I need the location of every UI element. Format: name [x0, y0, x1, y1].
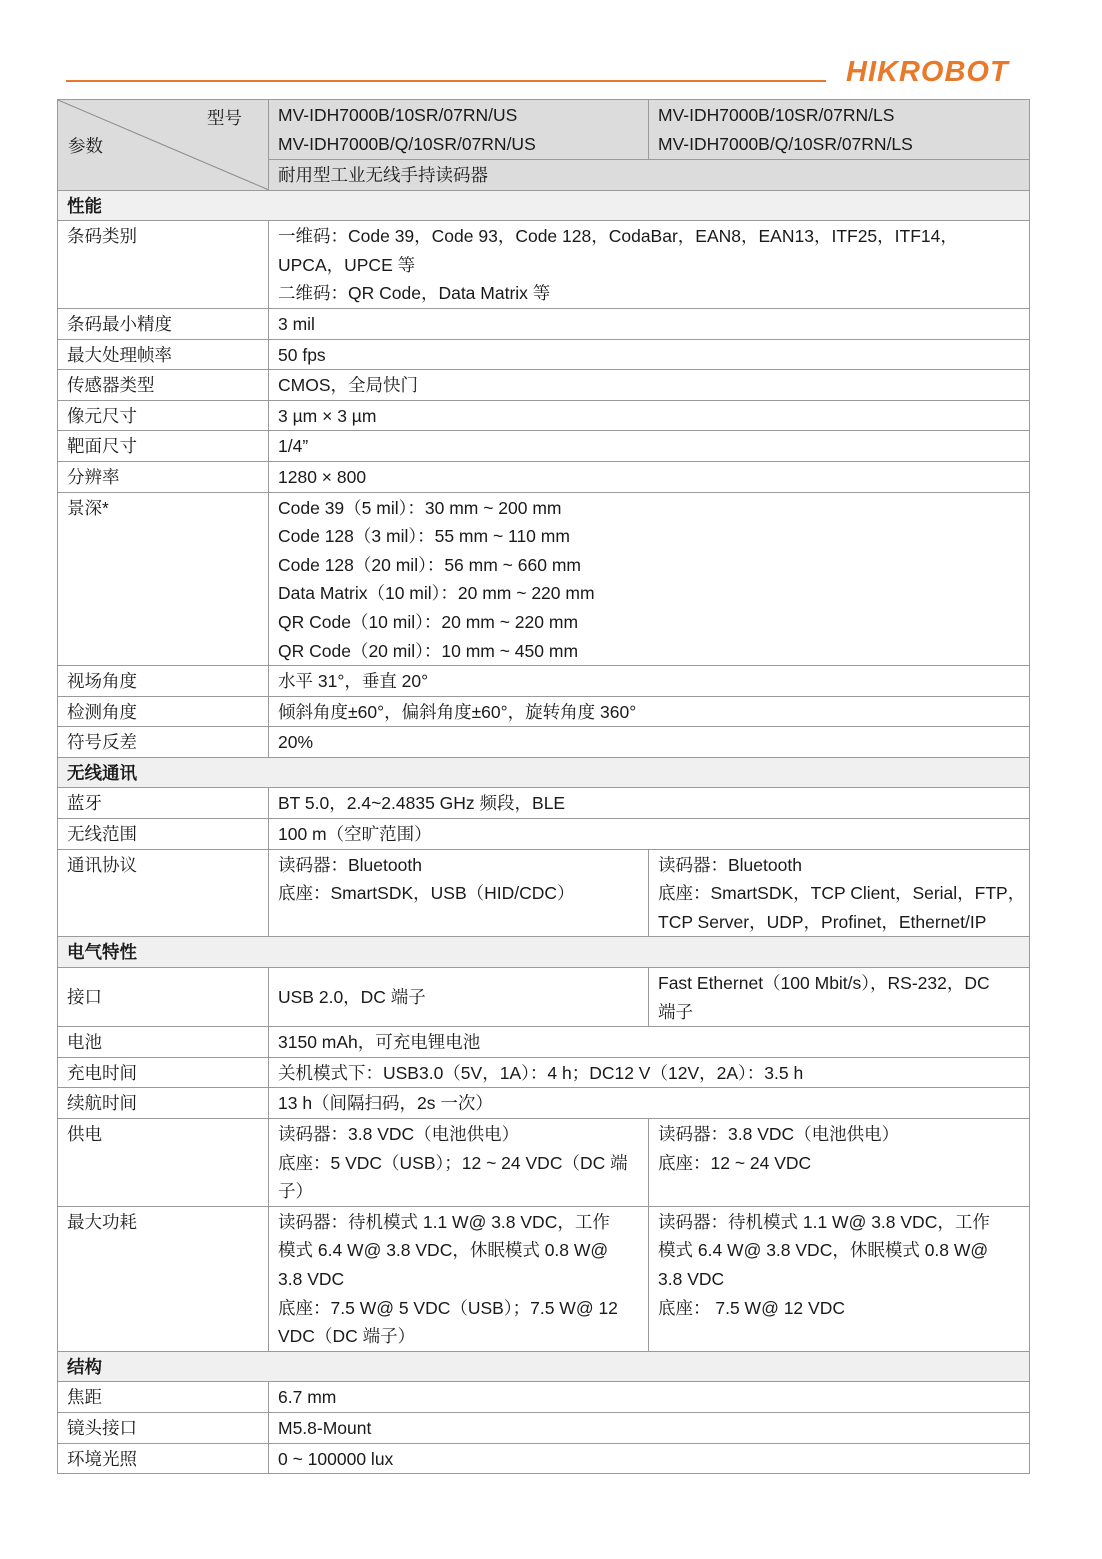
- row-value-ls: [649, 1206, 1030, 1351]
- hikrobot-logo: HIKROBOT: [846, 56, 1009, 88]
- value-line: 底座： 7.5 W@ 12 VDC: [658, 1297, 845, 1318]
- row-label: 环境光照: [58, 1443, 269, 1474]
- value-line: 子）: [278, 1181, 313, 1202]
- row-label: 充电时间: [58, 1057, 269, 1088]
- row-label: 最大功耗: [58, 1206, 269, 1351]
- row-label: 像元尺寸: [58, 400, 269, 431]
- value-line: 二维码：QR Code，Data Matrix 等: [278, 283, 551, 304]
- value-line: 读码器：待机模式 1.1 W@ 3.8 VDC，工作: [658, 1211, 990, 1232]
- value-line: Code 128（20 mil）：56 mm ~ 660 mm: [278, 554, 581, 575]
- corner-label-param: 参数: [68, 136, 103, 156]
- row-value-ls: [649, 968, 1030, 1027]
- row-label: 传感器类型: [58, 370, 269, 401]
- value-line: 底座：5 VDC（USB）；12 ~ 24 VDC（DC 端: [278, 1152, 628, 1173]
- row-label: 镜头接口: [58, 1412, 269, 1443]
- value-line: 读码器：3.8 VDC（电池供电）: [278, 1124, 520, 1144]
- model-ls-line: MV-IDH7000B/Q/10SR/07RN/LS: [658, 133, 913, 154]
- row-value: 1/4”: [269, 431, 1030, 462]
- row-value: 倾斜角度±60°，偏斜角度±60°，旋转角度 360°: [269, 696, 1030, 727]
- value-line: 读码器：3.8 VDC（电池供电）: [658, 1124, 900, 1144]
- row-value: CMOS，全局快门: [269, 370, 1030, 401]
- value-line: 端子: [658, 1001, 693, 1022]
- row-value: 20%: [269, 727, 1030, 758]
- product-name: 耐用型工业无线手持读码器: [269, 160, 1030, 191]
- header-corner-cell: [58, 100, 269, 191]
- row-value-ls: [649, 849, 1030, 937]
- row-label: 视场角度: [58, 666, 269, 697]
- row-value-ls: [649, 1119, 1030, 1207]
- model-us-cell: [269, 100, 649, 160]
- row-value: BT 5.0，2.4~2.4835 GHz 频段，BLE: [269, 788, 1030, 819]
- row-value: [269, 221, 1030, 309]
- section-performance: 性能: [58, 190, 1030, 221]
- row-label: 条码最小精度: [58, 308, 269, 339]
- value-line: Data Matrix（10 mil）：20 mm ~ 220 mm: [278, 583, 595, 604]
- row-label: 最大处理帧率: [58, 339, 269, 370]
- row-label: 条码类别: [58, 221, 269, 309]
- row-label: 无线范围: [58, 819, 269, 850]
- row-label: 通讯协议: [58, 849, 269, 937]
- value-line: 模式 6.4 W@ 3.8 VDC，休眠模式 0.8 W@: [278, 1240, 609, 1261]
- value-line: 读码器：待机模式 1.1 W@ 3.8 VDC，工作: [278, 1211, 610, 1232]
- value-line: 读码器：Bluetooth: [658, 854, 802, 875]
- corner-label-model: 型号: [207, 108, 242, 128]
- row-label: 检测角度: [58, 696, 269, 727]
- value-line: 模式 6.4 W@ 3.8 VDC，休眠模式 0.8 W@: [658, 1240, 989, 1261]
- row-value-us: [269, 1206, 649, 1351]
- value-line: Code 128（3 mil）：55 mm ~ 110 mm: [278, 526, 570, 547]
- value-line: VDC（DC 端子）: [278, 1326, 416, 1347]
- row-label: 蓝牙: [58, 788, 269, 819]
- row-value: 3 mil: [269, 308, 1030, 339]
- row-label: 分辨率: [58, 461, 269, 492]
- row-label: 电池: [58, 1027, 269, 1058]
- row-value: 关机模式下：USB3.0（5V，1A）：4 h；DC12 V（12V，2A）：3.5 h: [269, 1057, 1030, 1088]
- row-value: [269, 492, 1030, 666]
- row-value: 6.7 mm: [269, 1382, 1030, 1413]
- row-label: 景深*: [58, 492, 269, 666]
- row-value: 100 m（空旷范围）: [269, 819, 1030, 850]
- row-label: 符号反差: [58, 727, 269, 758]
- value-line: Fast Ethernet（100 Mbit/s），RS-232，DC: [658, 973, 990, 994]
- row-value: 3 µm × 3 µm: [269, 400, 1030, 431]
- row-value-us: USB 2.0，DC 端子: [269, 968, 649, 1027]
- model-ls-line: MV-IDH7000B/10SR/07RN/LS: [658, 105, 895, 125]
- row-value: 0 ~ 100000 lux: [269, 1443, 1030, 1474]
- row-value: 1280 × 800: [269, 461, 1030, 492]
- section-wireless: 无线通讯: [58, 757, 1030, 788]
- model-us-line: MV-IDH7000B/Q/10SR/07RN/US: [278, 133, 536, 154]
- value-line: Code 39（5 mil）：30 mm ~ 200 mm: [278, 497, 562, 518]
- row-value: 水平 31°，垂直 20°: [269, 666, 1030, 697]
- row-value: 13 h（间隔扫码，2s 一次）: [269, 1088, 1030, 1119]
- value-line: QR Code（20 mil）：10 mm ~ 450 mm: [278, 640, 579, 661]
- value-line: 底座：7.5 W@ 5 VDC（USB）；7.5 W@ 12: [278, 1297, 618, 1318]
- value-line: 读码器：Bluetooth: [278, 854, 422, 875]
- value-line: UPCA，UPCE 等: [278, 254, 416, 275]
- model-ls-cell: [649, 100, 1030, 160]
- value-line: 底座：SmartSDK，TCP Client，Serial，FTP，: [658, 883, 1026, 904]
- row-value: M5.8-Mount: [269, 1412, 1030, 1443]
- row-label: 靶面尺寸: [58, 431, 269, 462]
- row-label: 焦距: [58, 1382, 269, 1413]
- row-label: 接口: [58, 968, 269, 1027]
- value-line: TCP Server，UDP，Profinet，Ethernet/IP: [658, 911, 987, 932]
- row-value: 3150 mAh，可充电锂电池: [269, 1027, 1030, 1058]
- value-line: 底座：SmartSDK，USB（HID/CDC）: [278, 883, 575, 904]
- value-line: 3.8 VDC: [658, 1268, 725, 1289]
- row-label: 供电: [58, 1119, 269, 1207]
- header-accent-line: [66, 80, 826, 82]
- row-value: 50 fps: [269, 339, 1030, 370]
- value-line: 3.8 VDC: [278, 1268, 345, 1289]
- value-line: QR Code（10 mil）：20 mm ~ 220 mm: [278, 611, 579, 632]
- row-value-us: [269, 1119, 649, 1207]
- value-line: 底座：12 ~ 24 VDC: [658, 1152, 812, 1173]
- spec-table: [57, 99, 1030, 1474]
- row-value-us: [269, 849, 649, 937]
- section-electrical: 电气特性: [58, 937, 1030, 968]
- value-line: 一维码：Code 39，Code 93，Code 128，CodaBar，EAN8，EAN13，ITF25，ITF14，: [278, 226, 958, 247]
- model-us-line: MV-IDH7000B/10SR/07RN/US: [278, 105, 518, 125]
- section-structure: 结构: [58, 1351, 1030, 1382]
- row-label: 续航时间: [58, 1088, 269, 1119]
